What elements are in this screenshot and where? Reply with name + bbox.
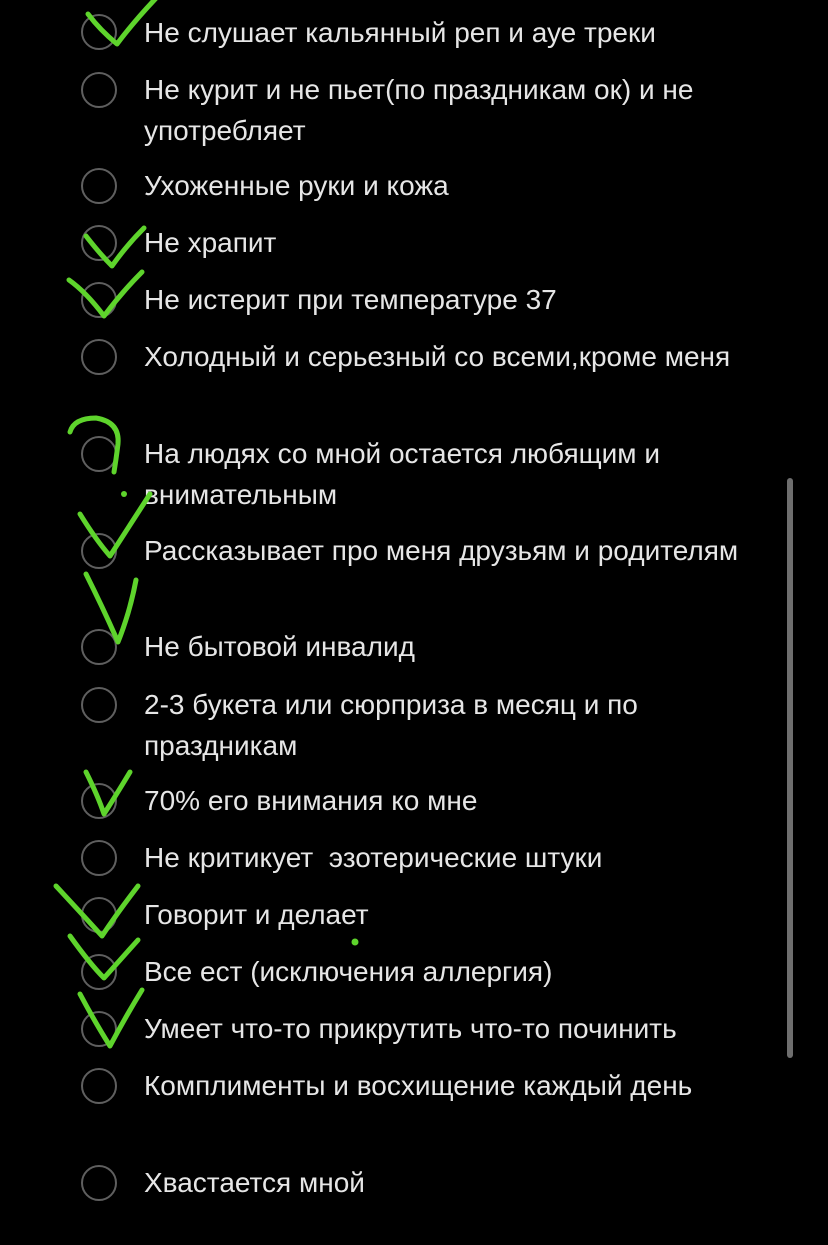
- checkbox-circle[interactable]: [81, 783, 117, 819]
- checkbox-circle[interactable]: [81, 687, 117, 723]
- checkbox-circle[interactable]: [81, 629, 117, 665]
- checklist-item-label: Не бытовой инвалид: [144, 631, 415, 662]
- checklist-item-label: Рассказывает про меня друзьям и родителям: [144, 535, 739, 566]
- checkbox-circle[interactable]: [81, 1011, 117, 1047]
- checkbox-circle[interactable]: [81, 339, 117, 375]
- checklist-item-label: Не курит и не пьет(по праздникам ок) и не употребляет: [144, 74, 702, 146]
- checklist-item-label: Умеет что-то прикрутить что-то починить: [144, 1013, 677, 1044]
- checkbox-circle[interactable]: [81, 1165, 117, 1201]
- checklist-item-label: Комплименты и восхищение каждый день: [144, 1070, 693, 1101]
- checkbox-circle[interactable]: [81, 436, 117, 472]
- checklist-item-label: Говорит и делает: [144, 899, 369, 930]
- checkbox-circle[interactable]: [81, 840, 117, 876]
- checklist-item-label: Все ест (исключения аллергия): [144, 956, 553, 987]
- checklist-item-label: Ухоженные руки и кожа: [144, 170, 449, 201]
- checklist-item-label: Не храпит: [144, 227, 277, 258]
- scrollbar[interactable]: [787, 478, 793, 1058]
- checklist-item-label: Хвастается мной: [144, 1167, 365, 1198]
- checkbox-circle[interactable]: [81, 897, 117, 933]
- checklist-item-label: 2-3 букета или сюрприза в месяц и по праздникам: [144, 689, 646, 761]
- checklist-item-label: 70% его внимания ко мне: [144, 785, 478, 816]
- checklist-item-label: На людях со мной остается любящим и внимательным: [144, 438, 668, 510]
- checkbox-circle[interactable]: [81, 14, 117, 50]
- checkbox-circle[interactable]: [81, 168, 117, 204]
- checkbox-circle[interactable]: [81, 282, 117, 318]
- checkbox-circle[interactable]: [81, 1068, 117, 1104]
- checklist-item-label: Не слушает кальянный реп и ауе треки: [144, 17, 656, 48]
- checkbox-circle[interactable]: [81, 72, 117, 108]
- checkbox-circle[interactable]: [81, 533, 117, 569]
- checklist-item-label: Не истерит при температуре 37: [144, 284, 557, 315]
- checkbox-circle[interactable]: [81, 954, 117, 990]
- checkbox-circle[interactable]: [81, 225, 117, 261]
- checklist-item-label: Не критикует эзотерические штуки: [144, 842, 603, 873]
- checklist-item-label: Холодный и серьезный со всеми,кроме меня: [144, 341, 731, 372]
